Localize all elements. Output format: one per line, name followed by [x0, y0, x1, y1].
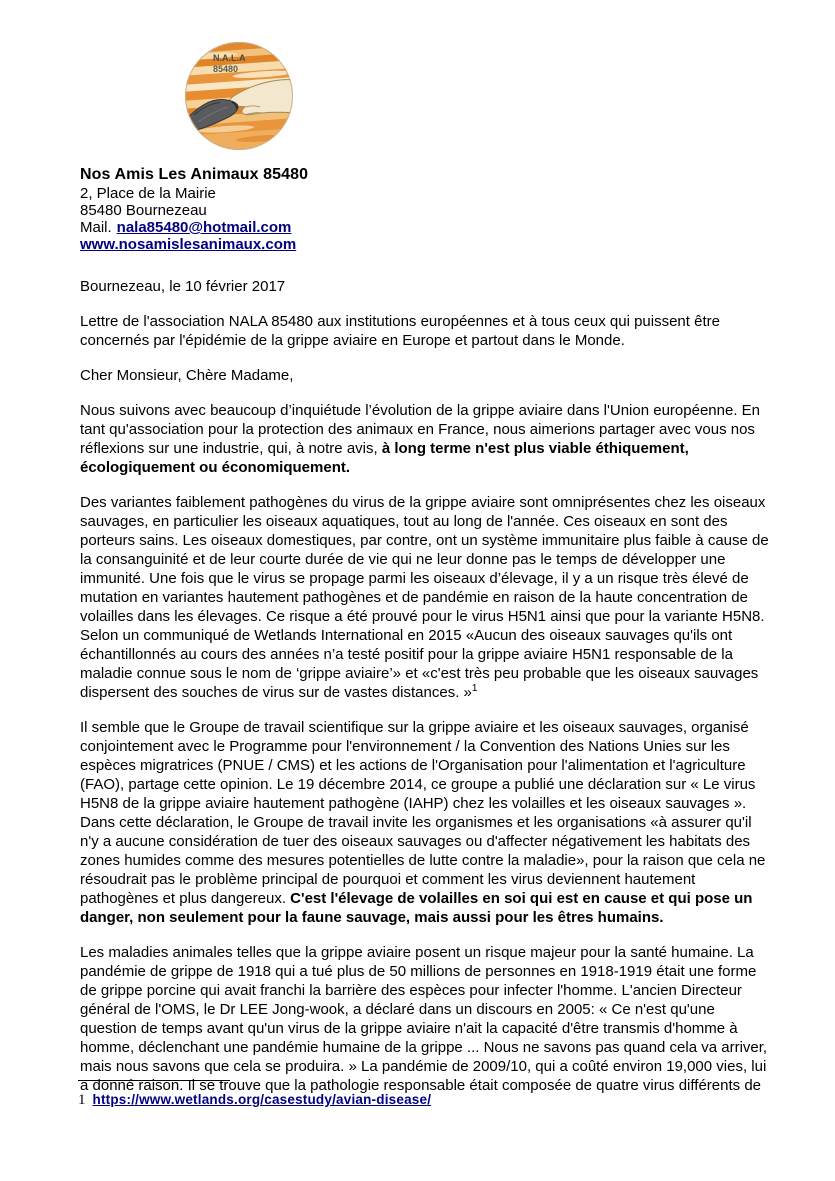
- subject-paragraph: Lettre de l'association NALA 85480 aux institutions européennes et à tous ceux qui puissent être concernés par l'épidémie de la grippe aviaire en Europe et partout dans le Monde.: [80, 313, 720, 349]
- website-link[interactable]: www.nosamislesanimaux.com: [80, 236, 297, 253]
- date-line: Bournezeau, le 10 février 2017: [80, 278, 286, 295]
- nala-logo-image: [184, 40, 294, 152]
- footnote-divider: [78, 1080, 230, 1081]
- footnote-block: [78, 1080, 772, 1109]
- salutation: Cher Monsieur, Chère Madame,: [80, 367, 294, 384]
- address-line-2: 85480 Bournezeau: [80, 202, 207, 219]
- logo-acronym: N.A.L.A: [213, 53, 246, 63]
- mail-line: [80, 219, 774, 236]
- body-paragraph-2: [80, 493, 774, 702]
- paragraph-bold-text: C'est l'élevage de volailles en soi qui est en cause et qui pose un danger, non seulement pour la faune sauvage, mais aussi pour les êtres humains.: [80, 890, 753, 926]
- logo-number: 85480: [213, 64, 239, 74]
- letter-content: [80, 40, 774, 1095]
- body-paragraph-4: [80, 943, 774, 1095]
- paragraph-text: Les maladies animales telles que la grippe aviaire posent un risque majeur pour la santé humaine. La pandémie de grippe de 1918 qui a tué plus de 50 millions de personnes en 1918-1919 était une forme de grippe porcine qui avait franchi la barrière des espèces pour infecter l'homme. L'ancien Directeur général de l'OMS, le Dr LEE Jong-wook, a déclaré dans un discours en 2005: « Ce n'est qu'une question de temps avant qu'un virus de la grippe aviaire n'ait la capacité d'être transmis d'homme à homme, déclenchant une pandémie humaine de la grippe ... Nous ne savons pas quand cela va arriver, mais nous savons que cela se produira. » La pandémie de 2009/10, qui a coûté environ 19,000 vies, lui a donné raison. Il se trouve que la pathologie responsable était composée de quatre virus différents de: [80, 944, 768, 1094]
- paragraph-bold-text: à long terme n'est plus viable éthiquement, écologiquement ou économiquement.: [80, 440, 689, 476]
- website-line: [80, 236, 774, 253]
- address-line-1: 2, Place de la Mairie: [80, 185, 216, 202]
- organization-name: Nos Amis Les Animaux 85480: [80, 166, 309, 183]
- sender-block: [80, 165, 774, 253]
- footnote-url-link[interactable]: https://www.wetlands.org/casestudy/avian-disease/: [92, 1092, 432, 1107]
- nala-logo: [184, 40, 294, 152]
- mail-label: Mail.: [80, 219, 112, 236]
- footnote-line: [78, 1090, 772, 1109]
- body-paragraph-1: [80, 401, 774, 477]
- email-link[interactable]: nala85480@hotmail.com: [116, 219, 292, 236]
- footnote-marker: 1: [78, 1092, 86, 1108]
- footnote-reference: 1: [471, 683, 478, 694]
- paragraph-text: Il semble que le Groupe de travail scientifique sur la grippe aviaire et les oiseaux sauvages, organisé conjointement avec le Programme pour l'environnement / la Convention des Nations Unies sur les espèces migratrices (PNUE / CMS) et les actions de l'Organisation pour l'alimentation et l'agriculture (FAO), partage cette opinion. Le 19 décembre 2014, ce groupe a publié une déclaration sur « Le virus H5N8 de la grippe aviaire hautement pathogène (IAHP) chez les volailles et les oiseaux sauvages ». Dans cette déclaration, le Groupe de travail invite les organismes et les organisations «à assurer qu'il n'y a aucune considération de tuer des oiseaux sauvages ou d'affecter négativement les habitats des zones humides comme des mesures potentielles de lutte contre la maladie», pour la raison que cela ne résoudrait pas le problème principal de pourquoi et comment les virus deviennent hautement pathogènes et plus dangereux.: [80, 719, 766, 907]
- body-paragraph-3: [80, 718, 774, 927]
- paragraph-text: Nous suivons avec beaucoup d’inquiétude l’évolution de la grippe aviaire dans l'Union européenne. En tant qu'association pour la protection des animaux en France, nous aimerions partager avec vous nos réflexions sur une industrie, qui, à notre avis,: [80, 402, 760, 457]
- paragraph-text: Des variantes faiblement pathogènes du virus de la grippe aviaire sont omniprésentes chez les oiseaux sauvages, en particulier les oiseaux aquatiques, tout au long de l'année. Ces oiseaux en sont des porteurs sains. Les oiseaux domestiques, par contre, ont un système immunitaire plus faible à cause de la consanguinité et de leur courte durée de vie qui ne leur donne pas le temps de développer une immunité. Une fois que le virus se propage parmi les oiseaux d’élevage, il y a un risque très élevé de mutation en variantes hautement pathogènes et de pandémie en raison de la haute concentration de volailles dans les élevages. Ce risque a été prouvé pour le virus H5N1 ainsi que pour la variante H5N8. Selon un communiqué de Wetlands International en 2015 «Aucun des oiseaux sauvages qu'ils ont échantillonnés au cours des années n’a testé positif pour la grippe aviaire H5N1 responsable de la maladie connue sous le nom de ‘grippe aviaire’» et «c'est très peu probable que les oiseaux sauvages dispersent des souches de virus sur de vastes distances. »: [80, 494, 769, 701]
